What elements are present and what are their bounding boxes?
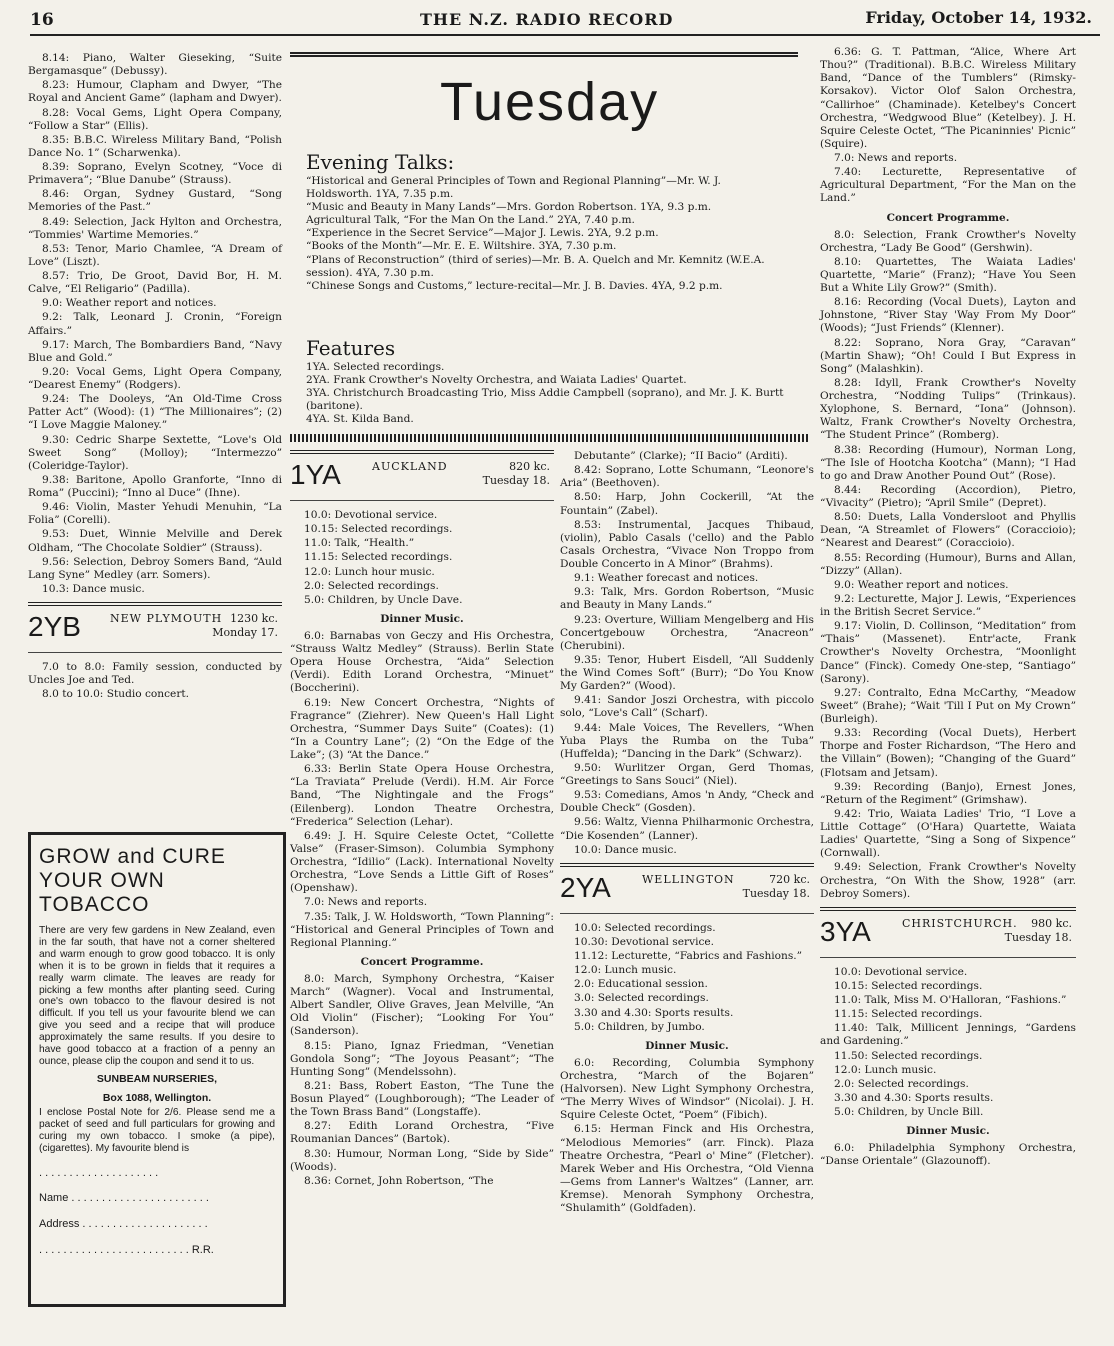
program-entry: 10.0: Dance music. bbox=[574, 843, 677, 856]
program-entry: “Music and Beauty in Many Lands”—Mrs. Gordon Robertson. 1YA, 9.3 p.m. bbox=[306, 201, 712, 214]
program-entry: 3.30 and 4.30: Sports results. bbox=[834, 1091, 994, 1104]
ad-box: Box 1088, Wellington. bbox=[102, 1092, 212, 1105]
program-entry: 10.0: Devotional service. bbox=[834, 965, 968, 978]
title-box bbox=[290, 52, 798, 153]
section-heading: Dinner Music. bbox=[906, 1125, 990, 1138]
coupon-rr-line: . . . . . . . . . . . . . . . . . . . . . . . . . R.R. bbox=[39, 1243, 214, 1256]
column-4 bbox=[820, 46, 1076, 1169]
station-frequency: 820 kc. bbox=[509, 460, 550, 473]
talks-list bbox=[306, 175, 790, 293]
ad-company: SUNBEAM NURSERIES, bbox=[96, 1073, 218, 1086]
program-entry: 9.41: Sandor Joszi Orchestra, with piccolo solo, “Love's Call” (Scharf). bbox=[560, 694, 814, 720]
program-entry: 9.56: Waltz, Vienna Philharmonic Orchestra, “Die Kosenden” (Lanner). bbox=[560, 816, 814, 842]
program-entry: 9.17: Violin, D. Collinson, “Meditation” from “Thais” (Massenet). Entr'acte, Frank Crowther's Novelty Orchestra, “Moonlight Dance” (Finck). Comedy One-step, “Santiago” (Sarony). bbox=[820, 620, 1076, 685]
program-entry: 8.16: Recording (Vocal Duets), Layton and Johnstone, “River Stay 'Way From My Door” (Woods); “Just Friends” (Klenner). bbox=[820, 296, 1076, 335]
program-entry: 10.0: Devotional service. bbox=[304, 509, 438, 521]
program-entry: 8.0: March, Symphony Orchestra, “Kaiser March” (Wagner). Vocal and Instrumental, Albert Sandler, Olive Graves, Jean Melville, “An Old Violin” (Fischer); “Looking For You” (Sanderson). bbox=[290, 972, 554, 1038]
ad-coupon: I enclose Postal Note for 2/6. Please send me a packet of seed and full particulars for growing and curing my own tobacco. I smoke (a pipe), (cigarettes). My favourite blend is bbox=[39, 1107, 275, 1154]
program-entry: 9.23: Overture, William Mengelberg and His Concertgebouw Orchestra, “Anacreon” (Cherubini). bbox=[560, 613, 814, 652]
program-list bbox=[560, 1057, 814, 1216]
program-entry: 8.44: Recording (Accordion), Pietro, “Vivacity” (Pietro); “April Smile” (Depret). bbox=[820, 483, 1076, 510]
program-entry: 9.2: Talk, Leonard J. Cronin, “Foreign Affairs.” bbox=[28, 311, 282, 337]
program-entry: 8.14: Piano, Walter Gieseking, “Suite Bergamasque” (Debussy). bbox=[28, 52, 282, 78]
station-code: 3YA bbox=[820, 915, 871, 947]
coupon-dots: . . . . . . . . . . . . . . . . . . . . bbox=[39, 1166, 159, 1179]
talks-label: Evening Talks: bbox=[306, 150, 455, 174]
ad-headline: GROW and CURE bbox=[39, 845, 226, 868]
program-entry: 8.55: Recording (Humour), Burns and Allan, “Dizzy” (Allan). bbox=[820, 551, 1076, 577]
program-entry: 9.42: Trio, Waiata Ladies' Trio, “I Love a Little Cottage” (O'Hara) Quartette, Waiata Ladies' Quartette, “Sing a Song of Sixpence” (Cornwall). bbox=[820, 807, 1076, 860]
program-entry: 11.40: Talk, Millicent Jennings, “Gardens and Gardening.” bbox=[820, 1022, 1076, 1048]
features-list bbox=[306, 361, 790, 427]
program-entry: 8.21: Bass, Robert Easton, “The Tune the Bosun Played” (Loughborough); “The Leader of the Town Brass Band” (Longstaffe). bbox=[290, 1079, 554, 1119]
program-entry: 6.0: Philadelphia Symphony Orchestra, “Danse Orientale” (Glazounoff). bbox=[820, 1142, 1076, 1168]
program-entry: 9.27: Contralto, Edna McCarthy, “Meadow Sweet” (Brahe); “Wait 'Till I Put on My Crown” (Burleigh). bbox=[820, 686, 1076, 726]
ad-headline: YOUR OWN bbox=[39, 869, 165, 893]
program-entry: 5.0: Children, by Jumbo. bbox=[574, 1020, 705, 1033]
program-entry: 12.0: Lunch music. bbox=[574, 964, 677, 977]
program-entry: 1YA. Selected recordings. bbox=[306, 360, 445, 373]
station-code: 2YA bbox=[560, 871, 611, 903]
station-header-1ya bbox=[290, 450, 554, 501]
program-list bbox=[28, 661, 282, 701]
program-entry: 8.36: Cornet, John Robertson, “The bbox=[304, 1174, 494, 1187]
issue-date: Friday, October 14, 1932. bbox=[865, 8, 1092, 27]
program-entry: 10.3: Dance music. bbox=[42, 582, 145, 595]
program-entry: 9.20: Vocal Gems, Light Opera Company, “Dearest Enemy” (Rodgers). bbox=[28, 365, 282, 391]
program-entry: 6.49: J. H. Squire Celeste Octet, “Collette Valse” (Fraser-Simson). Columbia Symphony Orchestra, “Idilio” (Lack). International Novelty Orchestra, “Love Sends a Little Gift of Roses” (Openshaw). bbox=[290, 829, 554, 895]
program-entry: “Chinese Songs and Customs,” lecture-recital—Mr. J. B. Davies. 4YA, 9.2 p.m. bbox=[306, 279, 723, 292]
program-entry: 8.57: Trio, De Groot, David Bor, H. M. Calve, “El Religario” (Padilla). bbox=[28, 270, 282, 296]
program-entry: 6.36: G. T. Pattman, “Alice, Where Art Thou?” (Traditional). B.B.C. Wireless Military Band, “Dance of the Tumblers” (Rimsky-Korsakov). Victor Olof Salon Orchestra, “Callirhoe” (Chaminade). Ketelbey's Concert Orchestra, “Wedgwood Blue” (Ketelbey). J. H. Squire Celeste Octet, “The Picaninnies' Picnic” (Squire). bbox=[820, 46, 1076, 150]
address-label: Address bbox=[39, 1217, 80, 1230]
program-entry: 9.53: Duet, Winnie Melville and Derek Oldham, “The Chocolate Soldier” (Strauss). bbox=[28, 528, 282, 554]
program-entry: 8.10: Quartettes, The Waiata Ladies' Quartette, “Marie” (Franz); “Have You Seen But a White Lily Grow?” (Smith). bbox=[820, 255, 1076, 295]
program-entry: 8.22: Soprano, Nora Gray, “Caravan” (Martin Shaw); “Oh! Could I But Express in Song” (Malashkin). bbox=[820, 336, 1076, 375]
program-entry: 2YA. Frank Crowther's Novelty Orchestra, and Waiata Ladies' Quartet. bbox=[306, 373, 687, 386]
program-entry: 2.0: Selected recordings. bbox=[304, 579, 439, 592]
program-entry: 8.42: Soprano, Lotte Schumann, “Leonore's Aria” (Beethoven). bbox=[560, 464, 814, 490]
program-entry: 11.50: Selected recordings. bbox=[834, 1049, 983, 1062]
program-entry: “Experience in the Secret Service”—Major J. Lewis. 2YA, 9.2 p.m. bbox=[306, 227, 659, 240]
program-entry: 11.15: Selected recordings. bbox=[304, 551, 453, 564]
program-entry: 9.39: Recording (Banjo), Ernest Jones, “Return of the Regiment” (Grimshaw). bbox=[820, 780, 1076, 806]
program-entry: 8.53: Tenor, Mario Chamlee, “A Dream of Love” (Liszt). bbox=[28, 242, 282, 268]
rr-label: R.R. bbox=[191, 1243, 214, 1256]
section-heading: Concert Programme. bbox=[360, 955, 484, 968]
station-day: Monday 17. bbox=[212, 626, 278, 639]
program-entry: 2.0: Educational session. bbox=[574, 978, 708, 991]
program-entry: 9.1: Weather forecast and notices. bbox=[574, 572, 759, 585]
station-header-2ya bbox=[560, 863, 814, 914]
column-3 bbox=[560, 450, 814, 1216]
program-entry: 5.0: Children, by Uncle Dave. bbox=[304, 593, 463, 606]
program-entry: 10.0: Selected recordings. bbox=[574, 921, 716, 934]
station-frequency: 720 kc. bbox=[769, 872, 810, 886]
program-entry: 9.33: Recording (Vocal Duets), Herbert Thorpe and Foster Richardson, “The Hero and the Villain” (Bowen); “Changing of the Guard” (Flotsam and Jetsam). bbox=[820, 727, 1076, 779]
station-city: CHRISTCHURCH. bbox=[902, 916, 1018, 930]
program-entry: Agricultural Talk, “For the Man On the Land.” 2YA, 7.40 p.m. bbox=[306, 214, 635, 227]
coupon-address-line[interactable]: Address . . . . . . . . . . . . . . . . . . . . . bbox=[39, 1217, 208, 1230]
program-entry: 9.53: Comedians, Amos 'n Andy, “Check and Double Check” (Gosden). bbox=[560, 789, 814, 815]
program-entry: “Books of the Month”—Mr. E. E. Wiltshire. 3YA, 7.30 p.m. bbox=[306, 240, 617, 253]
program-entry: 8.50: Duets, Lalla Vondersloot and Phyllis Dean, “A Streamlet of Flowers” (Coraccioio); “Nearest and Dearest” (Coraccioio). bbox=[820, 511, 1076, 550]
program-entry: 9.50: Wurlitzer Organ, Gerd Thomas, “Greetings to Sans Souci” (Niel). bbox=[560, 761, 814, 787]
program-entry: 2.0: Selected recordings. bbox=[834, 1077, 969, 1090]
program-entry: 9.56: Selection, Debroy Somers Band, “Auld Lang Syne” Medley (arr. Somers). bbox=[28, 555, 282, 581]
page-title: Tuesday bbox=[440, 72, 660, 132]
program-entry: 9.44: Male Voices, The Revellers, “When Yuba Plays the Rumba on the Tuba” (Huffelda); “Dancing in the Dark” (Schwarz). bbox=[560, 721, 814, 760]
program-entry: “Historical and General Principles of Town and Regional Planning”—Mr. W. J. Holdsworth. 1YA, 7.35 p.m. bbox=[306, 174, 721, 200]
program-entry: 10.30: Devotional service. bbox=[574, 935, 715, 948]
program-entry: 6.0: Barnabas von Geczy and His Orchestra, “Strauss Waltz Medley” (Strauss). Berlin State Opera House Orchestra, “Aida” Selection (Verdi). Edith Lorand Orchestra, “Minuet” (Boccherini). bbox=[290, 629, 554, 695]
program-list bbox=[820, 46, 1076, 206]
program-entry: 8.23: Humour, Clapham and Dwyer, “The Royal and Ancient Game” (lapham and Dwyer). bbox=[28, 79, 282, 105]
tobacco-advertisement bbox=[28, 832, 286, 1307]
program-entry: 9.46: Violin, Master Yehudi Menuhin, “La Folia” (Corelli). bbox=[28, 501, 282, 527]
program-entry: 12.0: Lunch music. bbox=[834, 1063, 937, 1076]
column-1 bbox=[28, 52, 282, 702]
program-entry: 7.0: News and reports. bbox=[304, 896, 428, 909]
station-header-3ya bbox=[820, 907, 1076, 958]
program-entry: 9.35: Tenor, Hubert Eisdell, “All Suddenly the Wind Comes Soft” (Burr); “Do You Know My Garden?” (Wood). bbox=[560, 653, 814, 693]
page-header bbox=[30, 6, 1100, 36]
program-entry: 4YA. St. Kilda Band. bbox=[306, 413, 414, 426]
program-entry: 11.0: Talk, Miss M. O'Halloran, “Fashions.” bbox=[834, 994, 1067, 1007]
station-city: NEW PLYMOUTH bbox=[110, 612, 223, 625]
program-list bbox=[820, 229, 1076, 901]
program-list bbox=[820, 1142, 1076, 1168]
program-entry: 6.19: New Concert Orchestra, “Nights of Fragrance” (Ziehrer). New Queen's Hall Light Orchestra, “Summer Days Suite” (Coates): (1) “In a Country Lane”; (2) “On the Edge of the Lake”; (3) “At the Dance.” bbox=[290, 696, 554, 762]
program-entry: 9.17: March, The Bombardiers Band, “Navy Blue and Gold.” bbox=[28, 338, 282, 364]
program-entry: 8.15: Piano, Ignaz Friedman, “Venetian Gondola Song”; “The Joyous Peasant”; “The Hunting Song” (Mendelssohn). bbox=[290, 1039, 554, 1078]
program-entry: 9.3: Talk, Mrs. Gordon Robertson, “Music and Beauty in Many Lands.” bbox=[560, 586, 814, 612]
masthead: THE N.Z. RADIO RECORD bbox=[420, 10, 674, 29]
station-frequency: 1230 kc. bbox=[230, 612, 278, 625]
program-entry: 8.30: Humour, Norman Long, “Side by Side” (Woods). bbox=[290, 1147, 554, 1173]
program-entry: Debutante” (Clarke); “II Bacio” (Arditi). bbox=[574, 450, 788, 462]
program-entry: 3.30 and 4.30: Sports results. bbox=[574, 1006, 734, 1019]
program-entry: 12.0: Lunch hour music. bbox=[304, 565, 435, 578]
program-entry: 6.0: Recording, Columbia Symphony Orchestra, “March of the Bojaren” (Halvorsen). New Light Symphony Orchestra, “The Merry Wives of Windsor” (Nicolai). J. H. Squire Celeste Octet, “Poem” (Fibich). bbox=[560, 1056, 814, 1122]
section-heading: Dinner Music. bbox=[380, 612, 464, 625]
station-day: Tuesday 18. bbox=[1004, 930, 1072, 944]
program-entry: 10.15: Selected recordings. bbox=[834, 979, 983, 992]
program-entry: 9.30: Cedric Sharpe Sextette, “Love's Old Sweet Song” (Molloy); “Intermezzo” (Coleridge-Taylor). bbox=[28, 433, 282, 472]
program-entry: 9.38: Baritone, Apollo Granforte, “Inno di Roma” (Puccini); “Inno al Duce” (Ihne). bbox=[28, 473, 282, 499]
program-entry: 8.50: Harp, John Cockerill, “At the Fountain” (Zabel). bbox=[560, 491, 814, 517]
header-rule bbox=[30, 34, 1100, 36]
program-entry: 8.35: B.B.C. Wireless Military Band, “Polish Dance No. 1” (Scharwenka). bbox=[28, 133, 282, 159]
program-entry: 8.38: Recording (Humour), Norman Long, “The Isle of Hootcha Kootcha” (Mann); “I Had to go and Draw Another Pound Out” (Rose). bbox=[820, 443, 1076, 482]
program-entry: 3.0: Selected recordings. bbox=[574, 992, 709, 1005]
program-entry: 5.0: Children, by Uncle Bill. bbox=[834, 1106, 984, 1119]
program-list bbox=[28, 52, 282, 596]
station-code: 2YB bbox=[28, 611, 81, 642]
program-entry: 8.49: Selection, Jack Hylton and Orchestra, “Tommies' Wartime Memories.” bbox=[28, 215, 282, 241]
program-entry: “Plans of Reconstruction” (third of series)—Mr. B. A. Quelch and Mr. Kemnitz (W.E.A. session). 4YA, 7.30 p.m. bbox=[306, 253, 765, 279]
program-entry: 9.0: Weather report and notices. bbox=[42, 297, 217, 310]
station-day: Tuesday 18. bbox=[482, 474, 550, 487]
station-city: WELLINGTON bbox=[642, 872, 735, 886]
station-city: AUCKLAND bbox=[372, 460, 448, 473]
evening-talks bbox=[306, 150, 790, 293]
program-list bbox=[560, 922, 814, 1034]
program-entry: 7.40: Lecturette, Representative of Agricultural Department, “For the Man on the Land.” bbox=[820, 166, 1076, 205]
features bbox=[306, 336, 790, 426]
program-entry: 8.28: Idyll, Frank Crowther's Novelty Orchestra, “Nodding Tulips” (Trinkaus). Xylophone, S. Bernard, “Iona” (Johnson). Waltz, Frank Crowther's Novelty Orchestra, “The Student Prince” (Romberg). bbox=[820, 376, 1076, 442]
program-list bbox=[290, 973, 554, 1188]
station-day: Tuesday 18. bbox=[742, 886, 810, 900]
station-header-2yb bbox=[28, 602, 282, 653]
ad-headline: TOBACCO bbox=[39, 893, 150, 917]
program-entry: 8.28: Vocal Gems, Light Opera Company, “Follow a Star” (Ellis). bbox=[28, 106, 282, 132]
program-entry: 6.33: Berlin State Opera House Orchestra, “La Traviata” Prelude (Verdi). H.M. Air Force Band, “The Nightingale and the Frogs” (Eilenberg). London Theatre Orchestra, “Frederica” Selection (Lehar). bbox=[290, 763, 554, 828]
hatched-divider bbox=[290, 434, 810, 442]
program-entry: 6.15: Herman Finck and His Orchestra, “Melodious Memories” (arr. Finck). Plaza Theatre Orchestra, “Pearl o' Mine” (Fletcher). Marek Weber and His Orchestra, “Old Vienna—Gems from Lanner's Waltzes” (Lanner, arr. Kremse). Menorah Symphony Orchestra, “Shulamith” (Goldfaden). bbox=[560, 1123, 814, 1215]
program-list bbox=[290, 509, 554, 607]
program-entry: 9.0: Weather report and notices. bbox=[834, 578, 1009, 591]
program-entry: 8.39: Soprano, Evelyn Scotney, “Voce di Primavera”; “Blue Danube” (Strauss). bbox=[28, 161, 282, 187]
page-number: 16 bbox=[30, 10, 54, 30]
program-entry: 9.2: Lecturette, Major J. Lewis, “Experiences in the British Secret Service.” bbox=[820, 592, 1076, 619]
program-entry: 8.0: Selection, Frank Crowther's Novelty Orchestra, “Lady Be Good” (Gershwin). bbox=[820, 228, 1076, 254]
program-entry: 8.0 to 10.0: Studio concert. bbox=[42, 688, 190, 701]
station-code: 1YA bbox=[290, 459, 341, 490]
program-entry: 7.0 to 8.0: Family session, conducted by Uncles Joe and Ted. bbox=[28, 661, 282, 687]
program-entry: 8.53: Instrumental, Jacques Thibaud, (violin), Pablo Casals ('cello) and the Pablo Casals Orchestra, “Vivace Non Troppo from Double Concerto in A Minor” (Brahms). bbox=[560, 518, 814, 570]
section-heading: Concert Programme. bbox=[886, 211, 1010, 224]
program-entry: 11.0: Talk, “Health.” bbox=[304, 537, 415, 550]
program-entry: 11.15: Selected recordings. bbox=[834, 1008, 983, 1021]
program-entry: 3YA. Christchurch Broadcasting Trio, Miss Addie Campbell (soprano), and Mr. J. K. Burtt (baritone). bbox=[306, 387, 784, 413]
program-entry: 10.15: Selected recordings. bbox=[304, 523, 453, 536]
program-entry: 11.12: Lecturette, “Fabrics and Fashions.” bbox=[574, 950, 803, 962]
station-frequency: 980 kc. bbox=[1031, 916, 1072, 930]
column-2 bbox=[290, 444, 554, 1189]
program-entry: 9.24: The Dooleys, “An Old-Time Cross Patter Act” (Wood): (1) “The Millionaires”; (2) “I Love Maggie Maloney.” bbox=[28, 393, 282, 432]
program-entry: 8.27: Edith Lorand Orchestra, “Five Roumanian Dances” (Bartok). bbox=[290, 1120, 554, 1146]
program-list bbox=[820, 966, 1076, 1119]
program-list bbox=[560, 450, 814, 857]
ad-body: There are very few gardens in New Zealand, even in the far south, that have not a corner sheltered and warm enough to grow good tobacco. It is only when it is to be grown in fields that it requires a really warm climate. The leaves are ready for picking a few months after planting seed. Curing one's own tobacco to the flavour desired is not difficult. If you tell us your favourite blend we can give you seed and a recipe that will produce approximately the same results. If you desire to have good tobacco at a fraction of a penny an ounce, please clip the coupon and send it to us. bbox=[39, 925, 275, 1067]
program-entry: 8.46: Organ, Sydney Gustard, “Song Memories of the Past.” bbox=[28, 188, 282, 214]
name-label: Name bbox=[39, 1192, 69, 1205]
program-list bbox=[290, 630, 554, 950]
program-entry: 9.49: Selection, Frank Crowther's Novelty Orchestra, “On With the Show, 1928” (arr. Debroy Somers). bbox=[820, 861, 1076, 900]
features-label: Features bbox=[306, 336, 396, 360]
coupon-name-line[interactable]: Name . . . . . . . . . . . . . . . . . . . . . . . bbox=[39, 1192, 209, 1205]
program-entry: 7.35: Talk, J. W. Holdsworth, “Town Planning”: “Historical and General Principles of Town and Regional Planning.” bbox=[290, 910, 554, 949]
section-heading: Dinner Music. bbox=[645, 1039, 729, 1052]
program-entry: 7.0: News and reports. bbox=[834, 152, 958, 164]
